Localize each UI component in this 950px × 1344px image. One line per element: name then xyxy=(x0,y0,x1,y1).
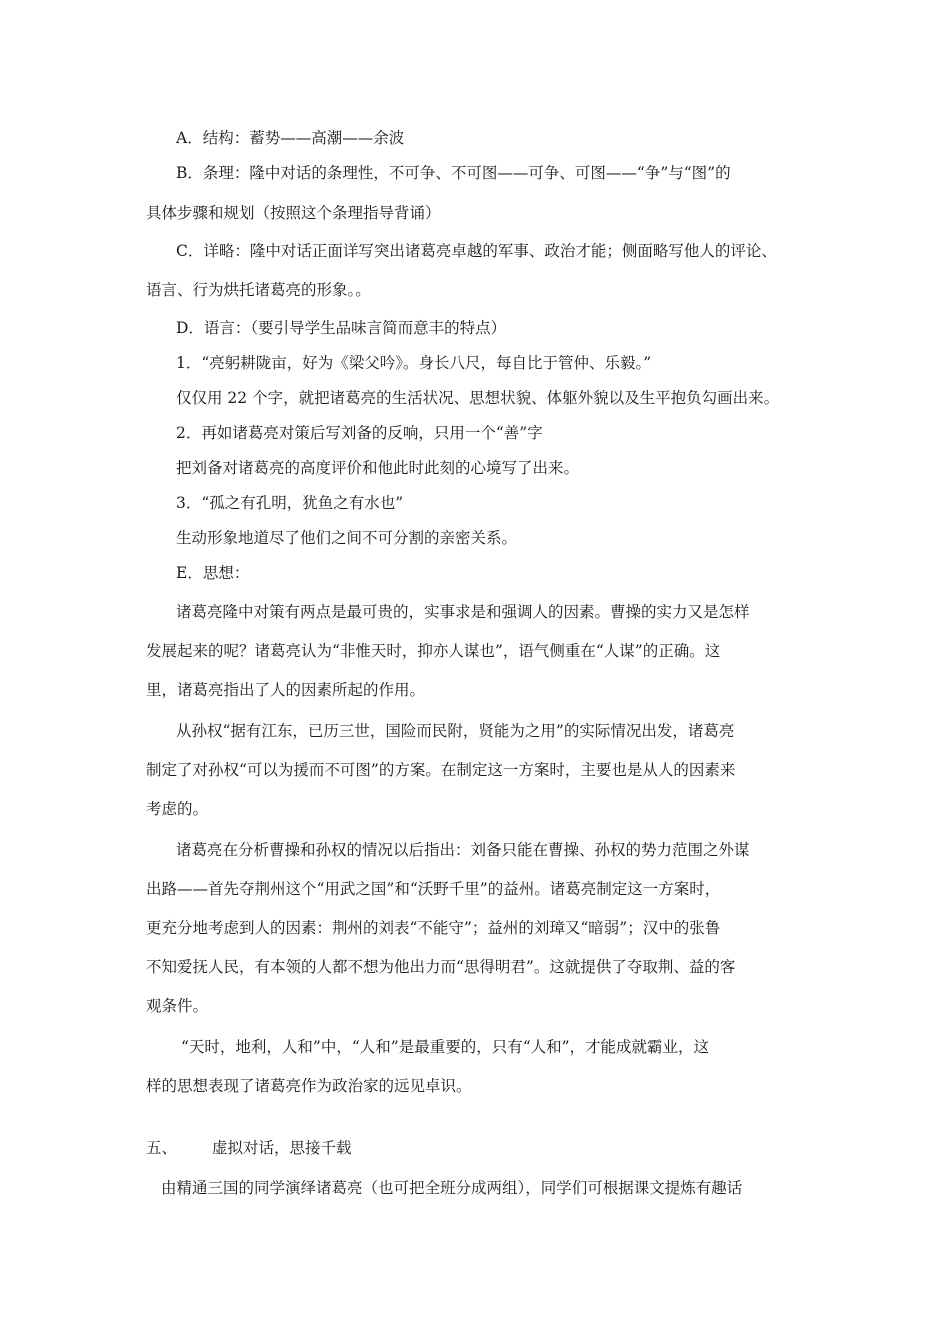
text-line: 1．“亮躬耕陇亩，好为《梁父吟》。身长八尺，每自比于管仲、乐毅。” xyxy=(176,354,652,372)
text-line: 考虑的。 xyxy=(146,800,209,818)
text-line: 从孙权“据有江东，已历三世，国险而民附，贤能为之用”的实际情况出发，诸葛亮 xyxy=(176,722,735,740)
text-line: B．条理：隆中对话的条理性，不可争、不可图——可争、可图——“争”与“图”的 xyxy=(176,164,731,182)
text-line: 2．再如诸葛亮对策后写刘备的反响，只用一个“善”字 xyxy=(176,424,543,442)
text-line: 具体步骤和规划（按照这个条理指导背诵） xyxy=(146,204,441,222)
text-line: E．思想： xyxy=(176,564,250,582)
text-line: A．结构：蓄势——高潮——余波 xyxy=(176,129,405,147)
text-line: 诸葛亮隆中对策有两点是最可贵的，实事求是和强调人的因素。曹操的实力又是怎样 xyxy=(176,603,750,621)
text-line: 由精通三国的同学演绎诸葛亮（也可把全班分成两组），同学们可根据课文提炼有趣话 xyxy=(161,1179,743,1197)
text-line: 制定了对孙权“可以为援而不可图”的方案。在制定这一方案时，主要也是从人的因素来 xyxy=(146,761,736,779)
text-line: 语言、行为烘托诸葛亮的形象。。 xyxy=(146,281,371,299)
section-title: 虚拟对话，思接千载 xyxy=(212,1139,352,1157)
text-line: “天时，地利，人和”中，“人和”是最重要的，只有“人和”，才能成就霸业，这 xyxy=(181,1038,710,1056)
text-line: 样的思想表现了诸葛亮作为政治家的远见卓识。 xyxy=(146,1077,472,1095)
text-line: 3．“孤之有孔明，犹鱼之有水也” xyxy=(176,494,404,512)
text-line: 把刘备对诸葛亮的高度评价和他此时此刻的心境写了出来。 xyxy=(176,459,580,477)
text-line: 观条件。 xyxy=(146,997,209,1015)
section-number: 五、 xyxy=(146,1139,178,1157)
text-line: 里，诸葛亮指出了人的因素所起的作用。 xyxy=(146,681,426,699)
text-line: D．语言：（要引导学生品味言简而意丰的特点） xyxy=(176,319,507,337)
text-line: 仅仅用 22 个字，就把诸葛亮的生活状况、思想状貌、体躯外貌以及生平抱负勾画出来。 xyxy=(176,389,780,407)
text-line: 生动形象地道尽了他们之间不可分割的亲密关系。 xyxy=(176,529,518,547)
text-line: 诸葛亮在分析曹操和孙权的情况以后指出：刘备只能在曹操、孙权的势力范围之外谋 xyxy=(176,841,750,859)
text-line: 更充分地考虑到人的因素：荆州的刘表“不能守”；益州的刘璋又“暗弱”；汉中的张鲁 xyxy=(146,919,721,937)
text-line: 不知爱抚人民，有本领的人都不想为他出力而“思得明君”。这就提供了夺取荆、益的客 xyxy=(146,958,736,976)
text-line: 出路——首先夺荆州这个“用武之国”和“沃野千里”的益州。诸葛亮制定这一方案时， xyxy=(146,880,721,898)
text-line: 发展起来的呢？诸葛亮认为“非惟天时，抑亦人谋也”，语气侧重在“人谋”的正确。这 xyxy=(146,642,721,660)
text-line: C．详略：隆中对话正面详写突出诸葛亮卓越的军事、政治才能；侧面略写他人的评论、 xyxy=(176,242,777,260)
